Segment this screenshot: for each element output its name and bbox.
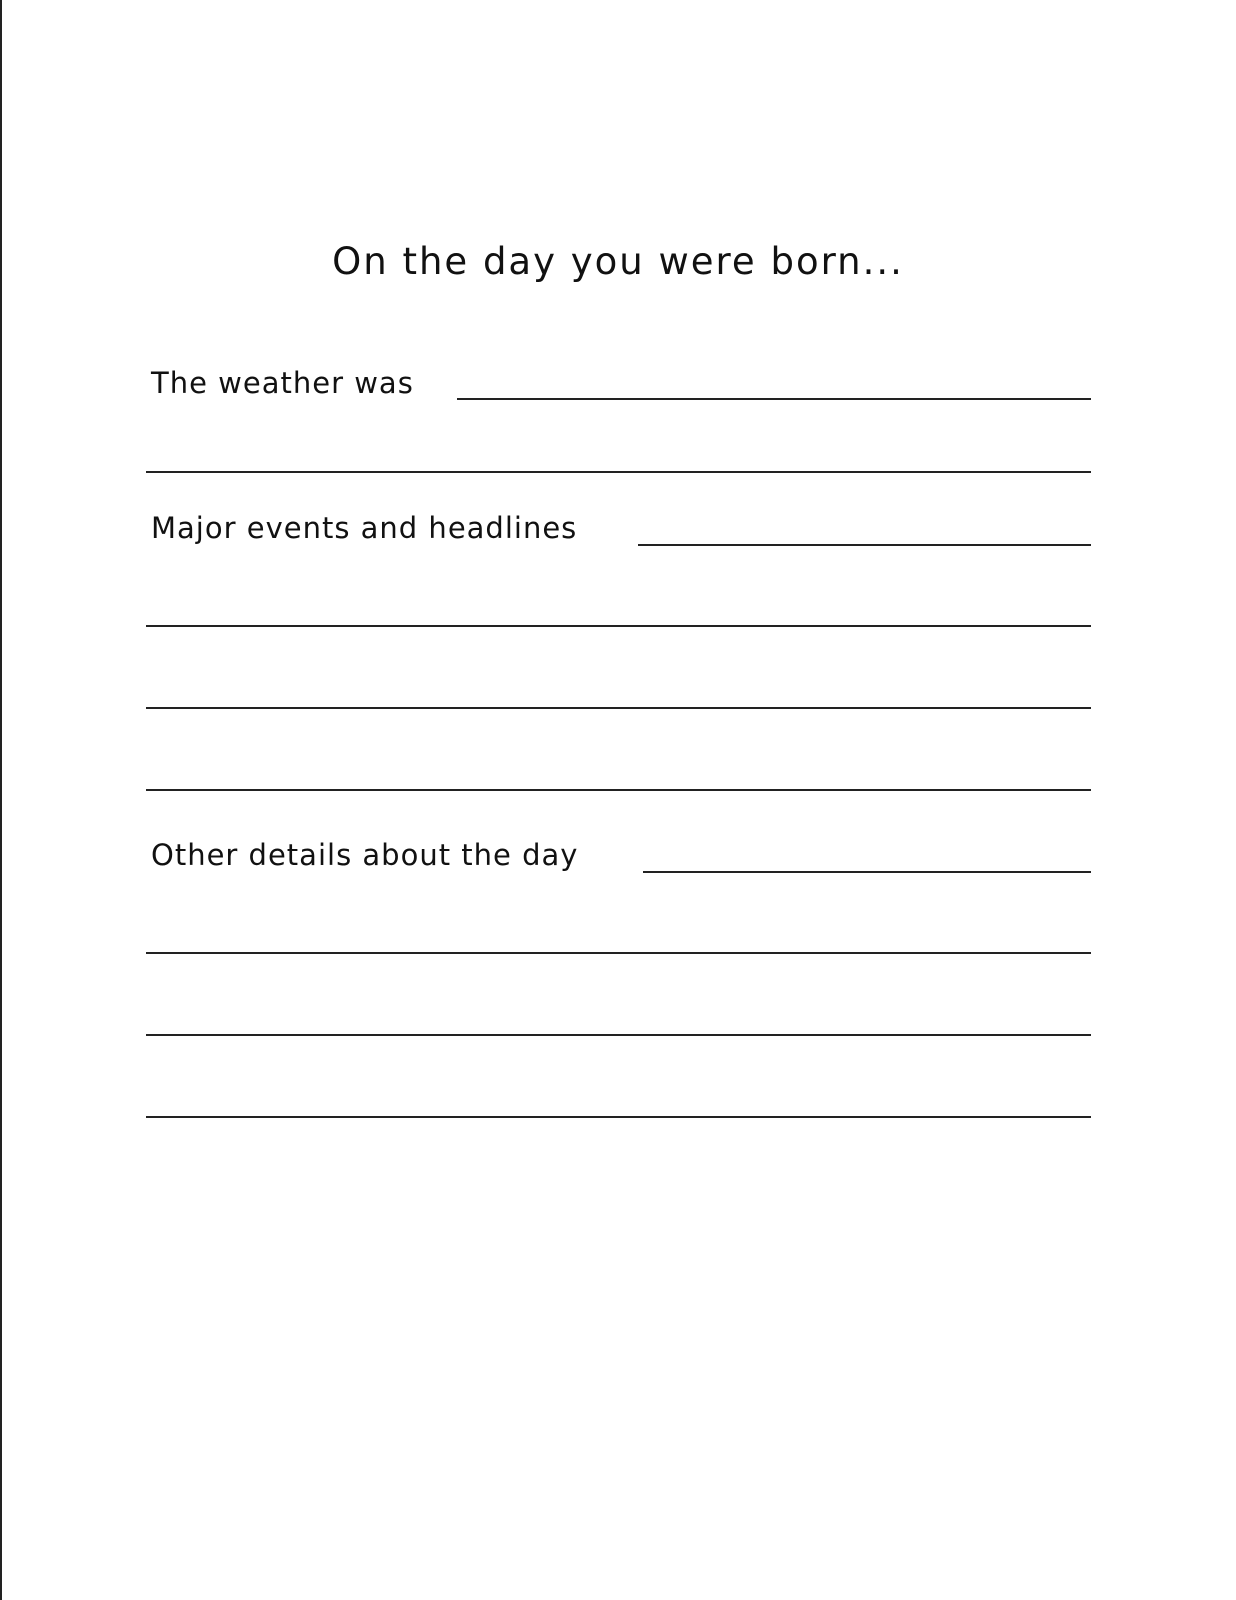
weather-label: The weather was <box>151 366 414 400</box>
details-answer-line-4[interactable] <box>146 1116 1091 1118</box>
page-title: On the day you were born... <box>332 240 904 283</box>
details-answer-line-2[interactable] <box>146 952 1091 954</box>
details-label: Other details about the day <box>151 838 579 872</box>
weather-answer-line-1[interactable] <box>457 398 1091 400</box>
weather-answer-line-2[interactable] <box>146 471 1091 473</box>
details-answer-line-1[interactable] <box>643 871 1091 873</box>
events-answer-line-2[interactable] <box>146 625 1091 627</box>
events-answer-line-4[interactable] <box>146 789 1091 791</box>
events-answer-line-3[interactable] <box>146 707 1091 709</box>
events-label: Major events and headlines <box>151 511 578 545</box>
events-answer-line-1[interactable] <box>638 544 1091 546</box>
details-answer-line-3[interactable] <box>146 1034 1091 1036</box>
